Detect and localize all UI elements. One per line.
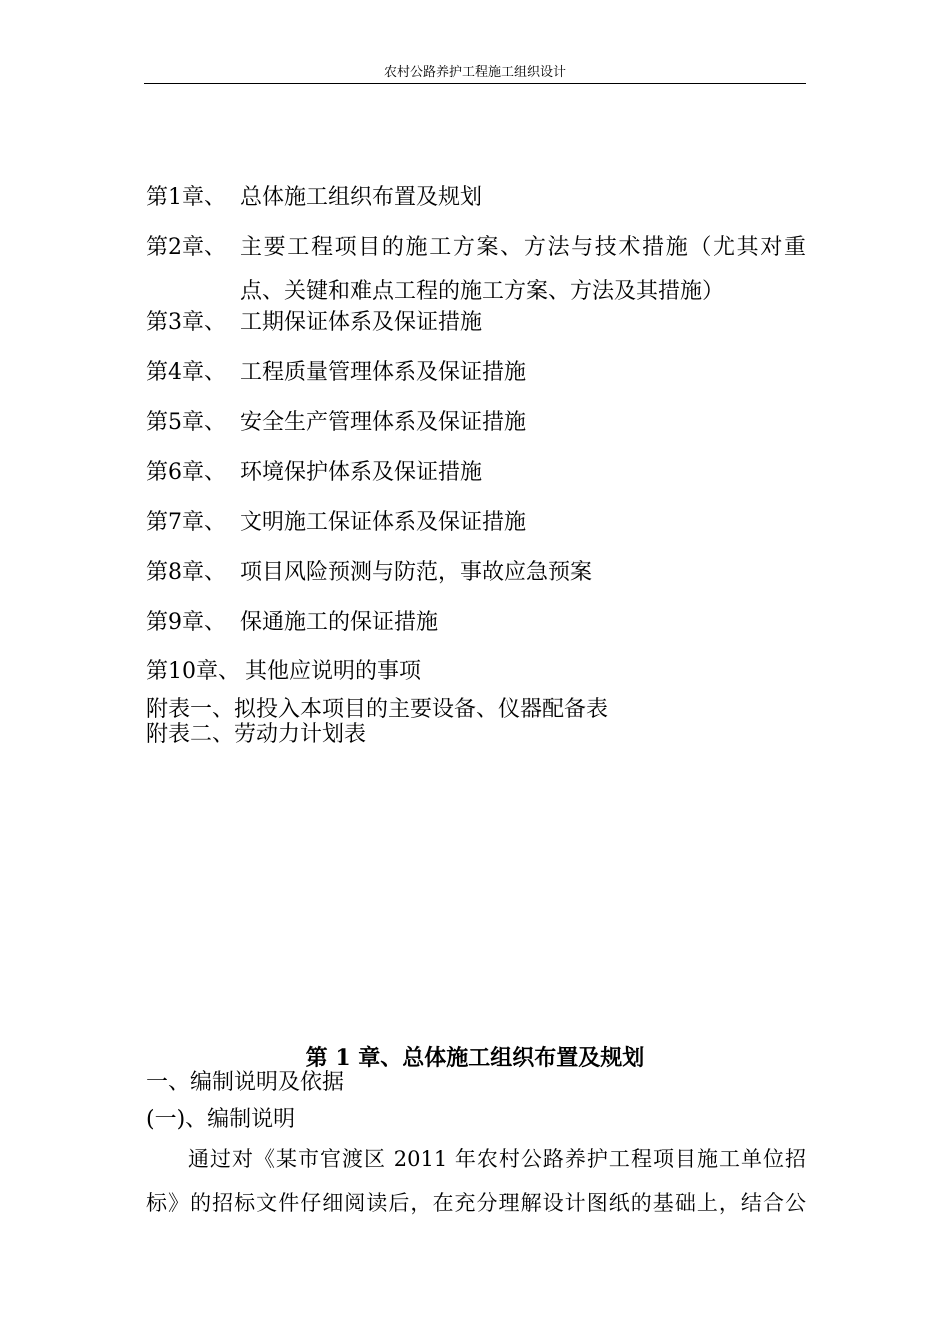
page-header: 农村公路养护工程施工组织设计 <box>383 65 566 80</box>
toc-chapter-title: 工期保证体系及保证措施 <box>240 310 483 335</box>
toc-chapter-number: 第1章、 <box>146 185 226 210</box>
toc-chapter-title: 项目风险预测与防范，事故应急预案 <box>240 560 593 585</box>
toc-chapter-number: 第7章、 <box>146 510 226 535</box>
toc-chapter-title: 工程质量管理体系及保证措施 <box>240 360 527 385</box>
toc-chapter-title: 保通施工的保证措施 <box>240 610 439 635</box>
toc-chapter-number: 第9章、 <box>146 610 226 635</box>
subsection-heading: (一)、编制说明 <box>146 1107 296 1132</box>
toc-chapter-title: 文明施工保证体系及保证措施 <box>240 510 527 535</box>
toc-item-3 <box>146 306 482 340</box>
body-paragraph: 通过对《某市官渡区 2011 年农村公路养护工程项目施工单位招标》的招标文件仔细阅读后，在充分理解设计图纸的基础上，结合公 <box>146 1147 806 1215</box>
toc-chapter-number: 第6章、 <box>146 460 226 485</box>
appendix-item-1: 附表一、拟投入本项目的主要设备、仪器配备表 <box>146 697 609 722</box>
toc-item-4 <box>146 356 526 390</box>
toc-chapter-title: 主要工程项目的施工方案、方法与技术措施（尤其对重点、关键和难点工程的施工方案、方法及其措施） <box>240 235 806 304</box>
toc-item-7 <box>146 506 526 540</box>
toc-chapter-title: 其他应说明的事项 <box>245 659 422 684</box>
toc-chapter-number: 第5章、 <box>146 410 226 435</box>
toc-chapter-title: 安全生产管理体系及保证措施 <box>240 410 527 435</box>
toc-chapter-number: 第3章、 <box>146 310 226 335</box>
toc-chapter-number: 第8章、 <box>146 560 226 585</box>
toc-item-8 <box>146 556 592 590</box>
toc-chapter-title: 总体施工组织布置及规划 <box>240 185 483 210</box>
toc-item-9 <box>146 606 438 640</box>
header-divider <box>144 83 806 84</box>
toc-item-5 <box>146 406 526 440</box>
toc-item-1 <box>146 181 482 215</box>
toc-item-2 <box>146 226 808 314</box>
appendix-item-2: 附表二、劳动力计划表 <box>146 722 367 747</box>
toc-chapter-number: 第4章、 <box>146 360 226 385</box>
toc-item-6 <box>146 456 482 490</box>
toc-chapter-number: 第10章、 <box>146 659 240 684</box>
toc-chapter-number: 第2章、 <box>146 235 226 260</box>
chapter-heading: 第 1 章、总体施工组织布置及规划 <box>305 1045 645 1071</box>
toc-item-10 <box>146 655 421 689</box>
toc-chapter-title: 环境保护体系及保证措施 <box>240 460 483 485</box>
section-heading: 一、编制说明及依据 <box>146 1070 345 1095</box>
